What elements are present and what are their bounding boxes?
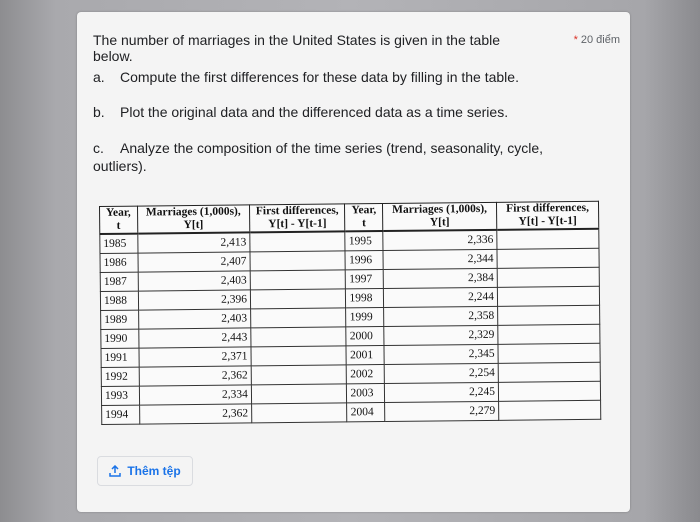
year-cell: 1988 [100,291,138,310]
header-marriages-1: Marriages (1,000s), Y[t] [137,205,250,234]
first-difference-cell [252,403,348,423]
add-file-button[interactable] [97,456,193,486]
first-difference-cell [497,229,599,250]
header-marriages-2: Marriages (1,000s), Y[t] [383,202,497,231]
part-c-letter: c. [93,140,104,156]
year-cell: 1987 [100,272,138,291]
first-difference-cell [498,381,600,401]
marriages-cell: 2,279 [385,401,499,421]
marriages-cell: 2,344 [383,249,497,269]
header-diff-1: First differences, Y[t] - Y[t-1] [249,204,345,232]
required-asterisk: * [573,34,578,46]
part-a-letter: a. [93,69,105,85]
part-c [93,139,553,175]
part-b [93,103,508,121]
year-cell: 1999 [346,308,384,327]
marriages-cell: 2,254 [384,363,498,383]
year-cell: 2004 [347,403,385,422]
marriages-cell: 2,371 [139,347,252,367]
part-a [93,68,519,86]
year-cell: 1990 [101,329,139,348]
marriages-cell: 2,407 [138,252,251,272]
part-b-letter: b. [93,104,105,120]
table-row [102,400,601,424]
year-cell: 1993 [101,386,139,405]
first-difference-cell [250,289,346,309]
year-cell: 1992 [101,367,139,386]
year-cell: 1989 [101,310,139,329]
marriages-cell: 2,384 [383,268,497,288]
marriages-cell: 2,334 [139,385,252,405]
marriages-cell: 2,413 [137,232,250,253]
points-label [574,34,620,46]
year-cell: 1994 [102,405,140,424]
part-b-text: Plot the original data and the differenced data as a time series. [120,104,509,120]
add-file-label: Thêm tệp [127,464,181,478]
first-difference-cell [497,286,599,306]
first-difference-cell [251,384,347,404]
year-cell: 1996 [345,251,383,270]
year-cell: 2003 [347,384,385,403]
points-value: 20 điểm [580,34,620,46]
first-difference-cell [251,365,347,385]
marriages-cell: 2,443 [138,328,251,348]
marriages-cell: 2,244 [383,287,497,307]
year-cell: 2000 [346,327,384,346]
first-difference-cell [251,346,347,366]
year-cell: 1985 [100,234,138,254]
first-difference-cell [497,267,599,287]
marriages-cell: 2,358 [384,306,498,326]
first-difference-cell [497,248,599,268]
first-difference-cell [250,251,346,271]
year-cell: 2002 [347,365,385,384]
year-cell: 1986 [100,253,138,272]
marriages-cell: 2,362 [139,366,252,386]
first-difference-cell [498,362,600,382]
first-difference-cell [250,270,346,290]
marriages-table [99,201,601,425]
marriages-cell: 2,245 [384,382,498,402]
header-year-1: Year, t [100,206,138,234]
year-cell: 1991 [101,348,139,367]
first-difference-cell [498,305,600,325]
marriages-cell: 2,403 [138,309,251,329]
marriages-cell: 2,362 [139,404,252,424]
first-difference-cell [250,231,346,251]
marriages-cell: 2,336 [383,230,497,251]
year-cell: 1998 [346,289,384,308]
part-c-text: Analyze the composition of the time series (trend, seasonality, cycle, outliers). [93,140,544,174]
table-image [99,201,601,425]
upload-icon [109,465,121,477]
marriages-cell: 2,396 [138,290,251,310]
question-card [77,12,630,512]
marriages-cell: 2,403 [138,271,251,291]
header-year-2: Year, t [345,204,383,232]
year-cell: 2001 [346,346,384,365]
header-diff-2: First differences, Y[t] - Y[t-1] [496,201,598,230]
first-difference-cell [498,324,600,344]
part-a-text: Compute the first differences for these data by filling in the table. [120,69,519,85]
first-difference-cell [251,308,347,328]
marriages-cell: 2,329 [384,325,498,345]
first-difference-cell [498,343,600,363]
first-difference-cell [499,400,601,420]
marriages-cell: 2,345 [384,344,498,364]
year-cell: 1995 [345,231,383,251]
year-cell: 1997 [346,270,384,289]
first-difference-cell [251,327,347,347]
question-title: The number of marriages in the United States is given in the table below. [93,32,500,64]
